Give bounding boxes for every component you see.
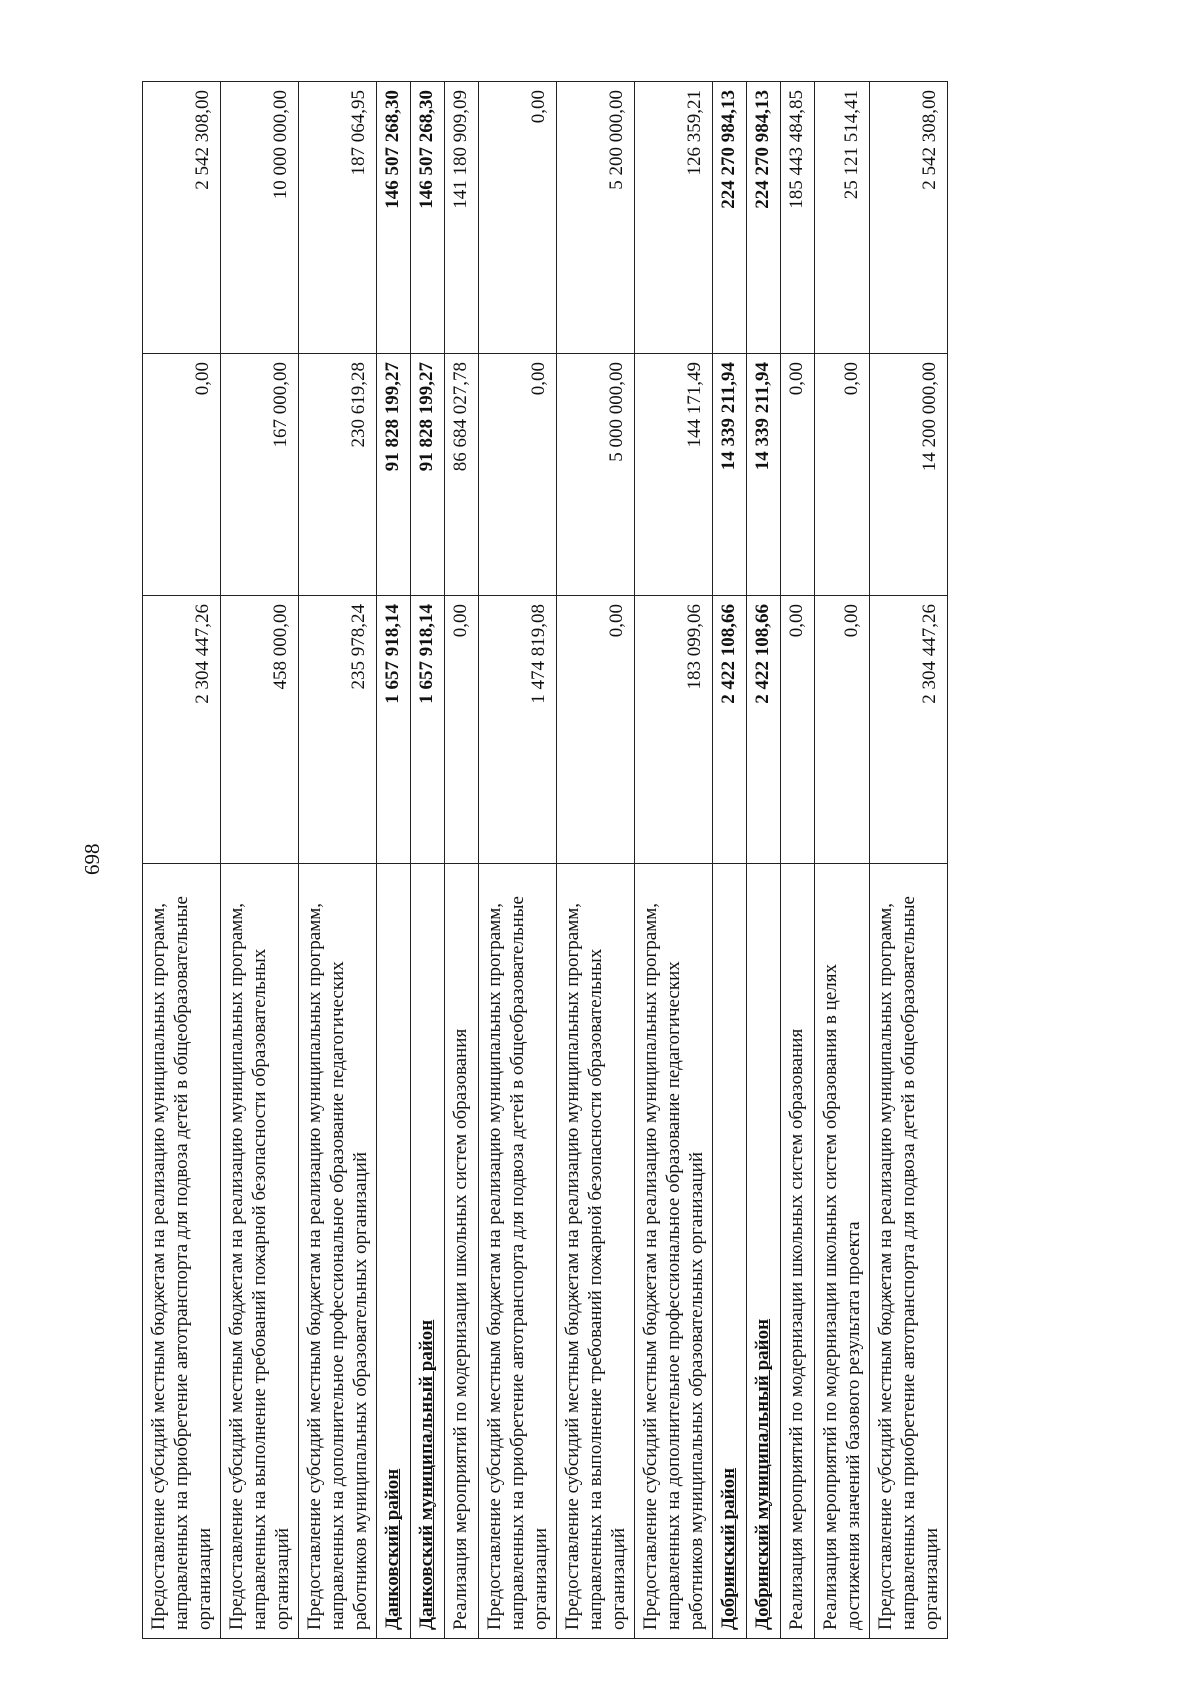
value-cell-1: 1 657 918,14 xyxy=(377,596,411,864)
value-cell-1: 0,00 xyxy=(781,596,815,864)
row-name-cell: Предоставление субсидий местным бюджетам на реализацию муниципальных программ, направленных на приобретение автотранспорта для подвоза детей в общеобразовательные организации xyxy=(143,864,221,1639)
row-name-cell: Предоставление субсидий местным бюджетам на реализацию муниципальных программ, направленных на дополнительное профессиональное образование педагогических работников муниципальных образовательных организаций xyxy=(299,864,377,1639)
table-row xyxy=(870,82,948,1639)
value-cell-2: 14 339 211,94 xyxy=(713,354,747,596)
value-cell-3: 146 507 268,30 xyxy=(411,82,445,354)
value-cell-2: 0,00 xyxy=(781,354,815,596)
row-name-cell: Предоставление субсидий местным бюджетам на реализацию муниципальных программ, направленных на выполнение требований пожарной безопасности образовательных организаций xyxy=(221,864,299,1639)
table-body xyxy=(143,82,948,1639)
table-row xyxy=(143,82,221,1639)
value-cell-3: 224 270 984,13 xyxy=(713,82,747,354)
value-cell-3: 187 064,95 xyxy=(299,82,377,354)
value-cell-2: 86 684 027,78 xyxy=(445,354,479,596)
value-cell-3: 0,00 xyxy=(479,82,557,354)
value-cell-2: 14 339 211,94 xyxy=(747,354,781,596)
row-name-cell: Предоставление субсидий местным бюджетам на реализацию муниципальных программ, направленных на выполнение требований пожарной безопасности образовательных организаций xyxy=(557,864,635,1639)
table-row xyxy=(557,82,635,1639)
value-cell-3: 126 359,21 xyxy=(635,82,713,354)
table-row xyxy=(713,82,747,1639)
value-cell-1: 2 422 108,66 xyxy=(747,596,781,864)
value-cell-2: 91 828 199,27 xyxy=(377,354,411,596)
value-cell-2: 167 000,00 xyxy=(221,354,299,596)
value-cell-3: 224 270 984,13 xyxy=(747,82,781,354)
value-cell-3: 10 000 000,00 xyxy=(221,82,299,354)
value-cell-2: 0,00 xyxy=(479,354,557,596)
value-cell-2: 5 000 000,00 xyxy=(557,354,635,596)
row-name-cell: Предоставление субсидий местным бюджетам на реализацию муниципальных программ, направленных на дополнительное профессиональное образование педагогических работников муниципальных образовательных организаций xyxy=(635,864,713,1639)
value-cell-3: 146 507 268,30 xyxy=(377,82,411,354)
value-cell-1: 0,00 xyxy=(815,596,870,864)
budget-table xyxy=(142,81,948,1639)
value-cell-2: 0,00 xyxy=(815,354,870,596)
value-cell-3: 2 542 308,00 xyxy=(870,82,948,354)
row-name-cell: Данковский муниципальный район xyxy=(411,864,445,1639)
value-cell-2: 144 171,49 xyxy=(635,354,713,596)
value-cell-1: 0,00 xyxy=(557,596,635,864)
row-name-cell: Реализация мероприятий по модернизации школьных систем образования в целях достижения значений базового результата проекта xyxy=(815,864,870,1639)
value-cell-1: 2 304 447,26 xyxy=(870,596,948,864)
value-cell-2: 0,00 xyxy=(143,354,221,596)
value-cell-1: 2 304 447,26 xyxy=(143,596,221,864)
row-name-cell: Добринский муниципальный район xyxy=(747,864,781,1639)
value-cell-2: 14 200 000,00 xyxy=(870,354,948,596)
table-row xyxy=(221,82,299,1639)
table-row xyxy=(815,82,870,1639)
table-row xyxy=(445,82,479,1639)
value-cell-1: 458 000,00 xyxy=(221,596,299,864)
table-row xyxy=(635,82,713,1639)
row-name-cell: Добринский район xyxy=(713,864,747,1639)
table-row xyxy=(781,82,815,1639)
value-cell-1: 1 474 819,08 xyxy=(479,596,557,864)
row-name-cell: Реализация мероприятий по модернизации школьных систем образования xyxy=(445,864,479,1639)
value-cell-1: 235 978,24 xyxy=(299,596,377,864)
value-cell-3: 185 443 484,85 xyxy=(781,82,815,354)
value-cell-2: 91 828 199,27 xyxy=(411,354,445,596)
value-cell-3: 141 180 909,09 xyxy=(445,82,479,354)
table-row xyxy=(747,82,781,1639)
row-name-cell: Реализация мероприятий по модернизации школьных систем образования xyxy=(781,864,815,1639)
value-cell-1: 183 099,06 xyxy=(635,596,713,864)
row-name-cell: Предоставление субсидий местным бюджетам на реализацию муниципальных программ, направленных на приобретение автотранспорта для подвоза детей в общеобразовательные организации xyxy=(479,864,557,1639)
page-number: 698 xyxy=(80,843,104,875)
value-cell-1: 2 422 108,66 xyxy=(713,596,747,864)
value-cell-3: 2 542 308,00 xyxy=(143,82,221,354)
value-cell-1: 0,00 xyxy=(445,596,479,864)
value-cell-1: 1 657 918,14 xyxy=(411,596,445,864)
row-name-cell: Предоставление субсидий местным бюджетам на реализацию муниципальных программ, направленных на приобретение автотранспорта для подвоза детей в общеобразовательные организации xyxy=(870,864,948,1639)
value-cell-3: 5 200 000,00 xyxy=(557,82,635,354)
table-row xyxy=(479,82,557,1639)
value-cell-3: 25 121 514,41 xyxy=(815,82,870,354)
table-row xyxy=(377,82,411,1639)
value-cell-2: 230 619,28 xyxy=(299,354,377,596)
table-row xyxy=(299,82,377,1639)
table-row xyxy=(411,82,445,1639)
row-name-cell: Данковский район xyxy=(377,864,411,1639)
